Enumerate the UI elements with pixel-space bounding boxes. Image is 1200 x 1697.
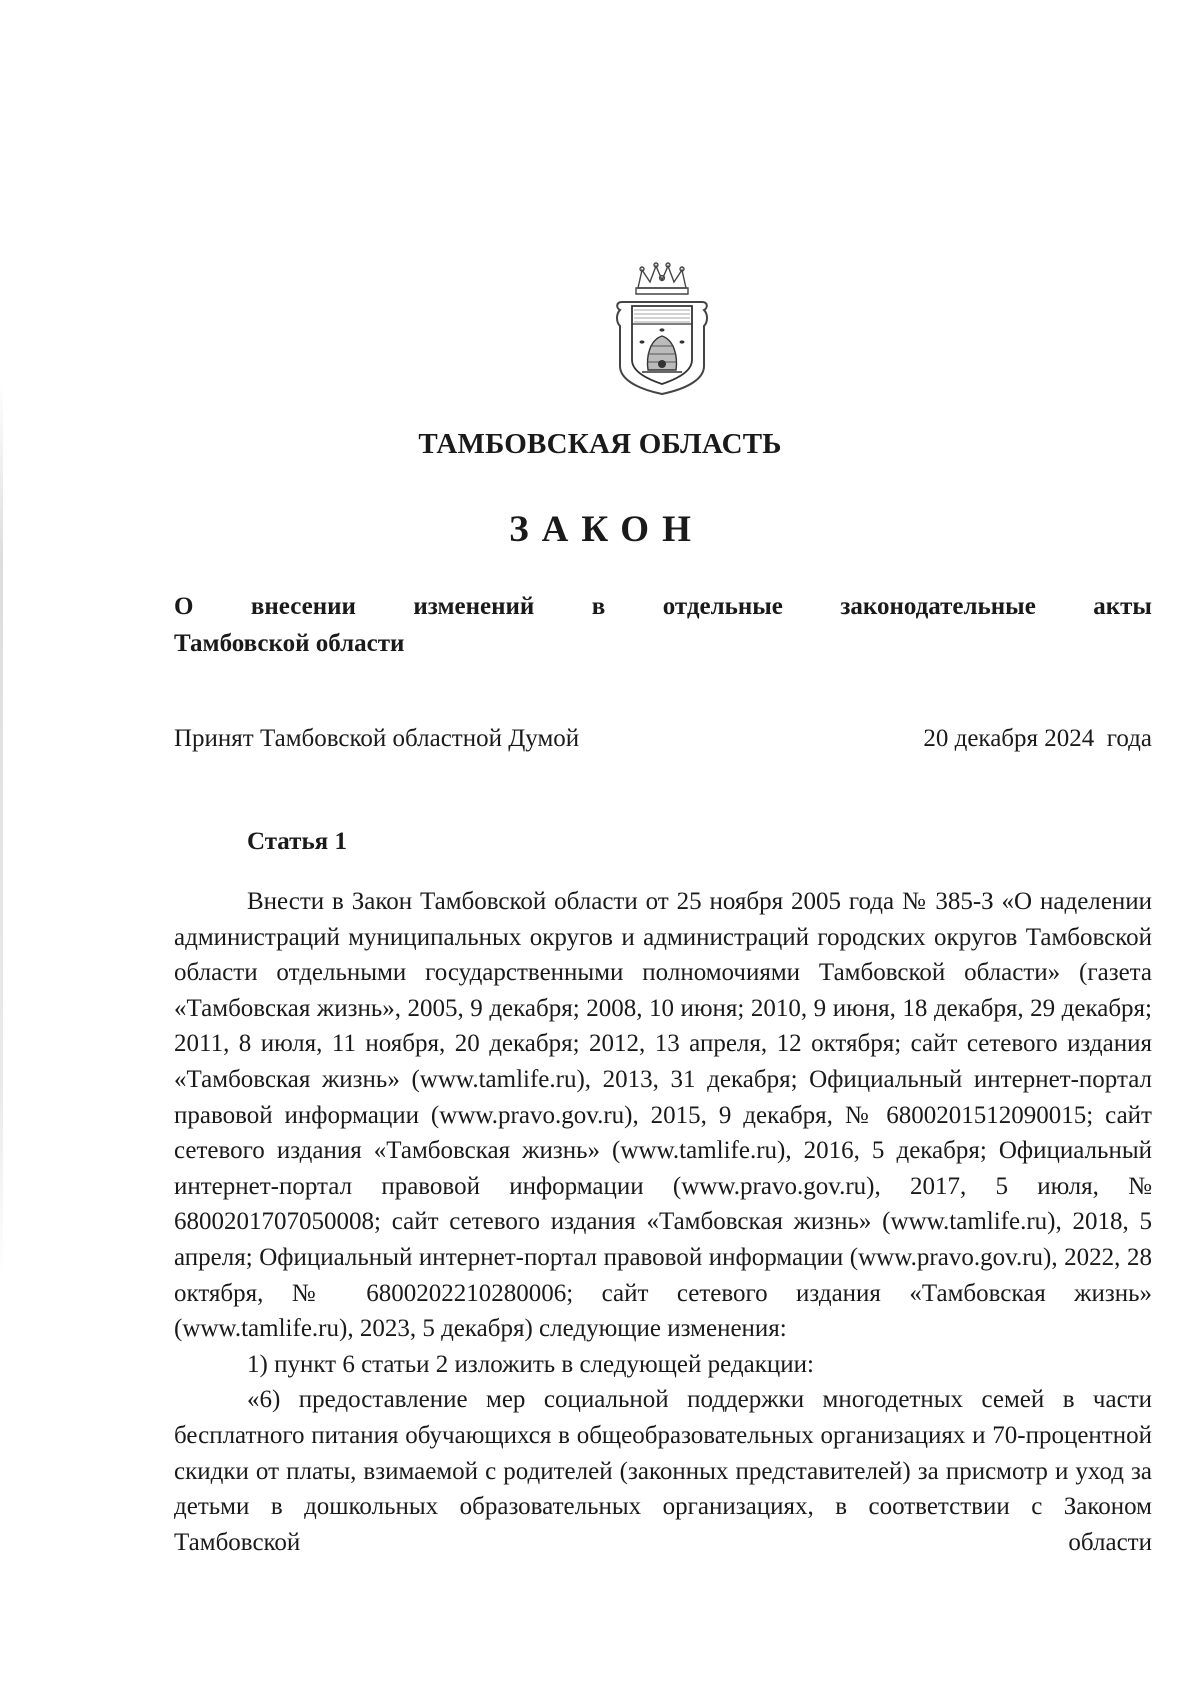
adopted-date: 20 декабря 2024 года xyxy=(923,725,1152,752)
article-heading: Статья 1 xyxy=(247,828,347,855)
subject-word: в xyxy=(591,593,606,620)
law-title: ЗАКОН xyxy=(509,509,704,550)
law-subject xyxy=(174,588,1152,662)
law-subject-line-1 xyxy=(174,588,1152,625)
subject-word: О xyxy=(174,593,194,620)
body-paragraph: Внести в Закон Тамбовской области от 25 ноября 2005 года № 385-З «О наделении администраций муниципальных округов и администраций городских округов Тамбовской области отдельными государственными полномочиями Тамбовской области» (газета «Тамбовская жизнь», 2005, 9 декабря; 2008, 10 июня; 2010, 9 июня, 18 декабря, 29 декабря; 2011, 8 июля, 11 ноября, 20 декабря; 2012, 13 апреля, 12 октября; сайт сетевого издания «Тамбовская жизнь» (www.tamlife.ru), 2013, 31 декабря; Официальный интернет-портал правовой информации (www.pravo.gov.ru), 2015, 9 декабря, № 6800201512090015; сайт сетевого издания «Тамбовская жизнь» (www.tamlife.ru), 2016, 5 декабря; Официальный интернет-портал правовой информации (www.pravo.gov.ru), 2017, 5 июля, № 6800201707050008; сайт сетевого издания «Тамбовская жизнь» (www.tamlife.ru), 2018, 5 апреля; Официальный интернет-портал правовой информации (www.pravo.gov.ru), 2022, 28 октября, № 6800202210280006; сайт сетевого издания «Тамбовская жизнь» (www.tamlife.ru), 2023, 5 декабря) следующие изменения: xyxy=(174,888,1152,1343)
law-subject-line-2: Тамбовской области xyxy=(174,630,405,657)
adopted-by: Принят Тамбовской областной Думой xyxy=(174,725,580,752)
subject-word: акты xyxy=(1093,593,1152,620)
subject-word: законодательные xyxy=(840,593,1036,620)
article-body xyxy=(174,884,1152,1560)
body-paragraph: «6) предоставление мер социальной поддержки многодетных семей в части бесплатного питания обучающихся в общеобразовательных организациях и 70-процентной скидки от платы, взимаемой с родителей (законных представителей) за присмотр и уход за детьми в дошкольных образовательных организациях, в соответствии с Законом Тамбовской области xyxy=(174,1386,1152,1556)
subject-word: отдельные xyxy=(662,593,783,620)
body-paragraph: 1) пункт 6 статьи 2 изложить в следующей редакции: xyxy=(247,1350,814,1378)
region-title: ТАМБОВСКАЯ ОБЛАСТЬ xyxy=(418,428,782,460)
subject-word: внесении xyxy=(250,593,356,620)
subject-word: изменений xyxy=(413,593,535,620)
coat-of-arms-icon xyxy=(612,262,712,396)
adoption-line xyxy=(174,725,1152,753)
